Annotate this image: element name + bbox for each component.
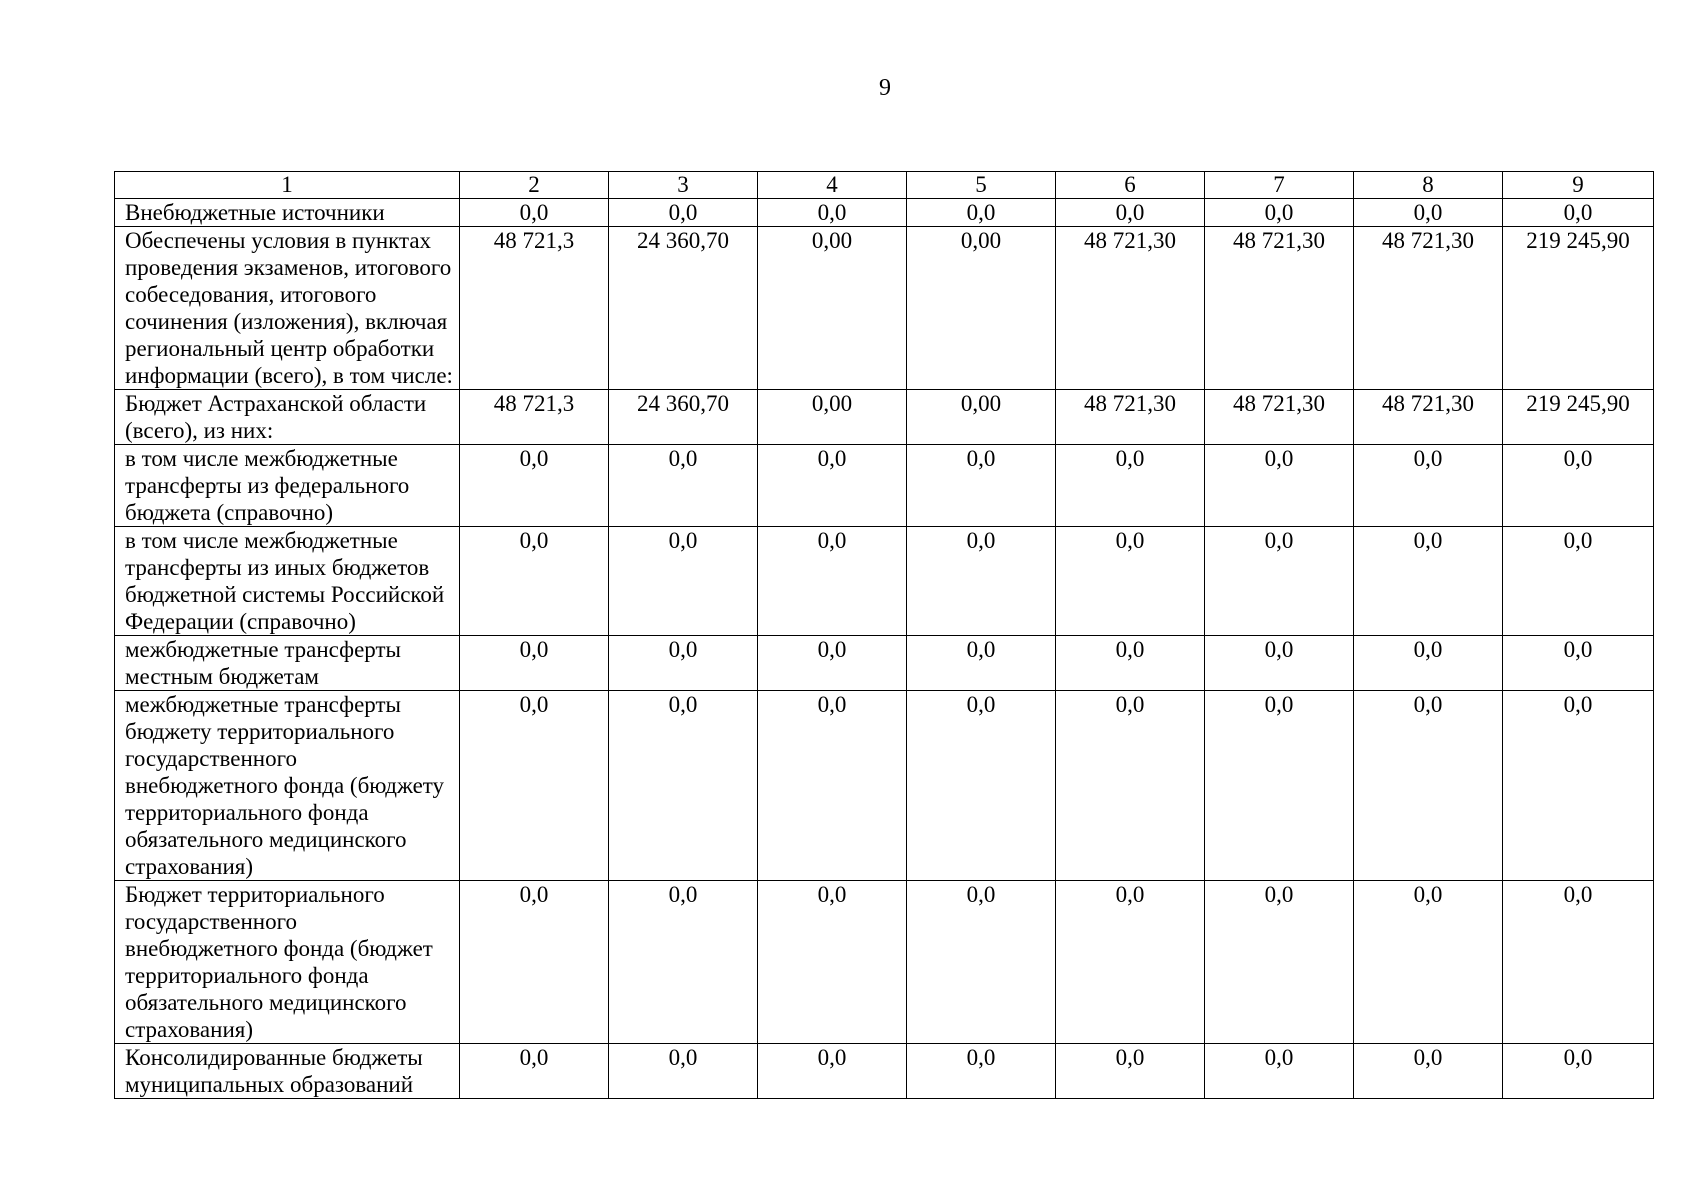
value-cell: 0,00 [907,227,1056,390]
value-cell: 0,0 [609,527,758,636]
row-label: Консолидированные бюджеты муниципальных образований [115,1044,460,1099]
value-cell: 0,0 [1503,881,1654,1044]
value-cell: 48 721,30 [1354,390,1503,445]
value-cell: 0,0 [460,691,609,881]
value-cell: 0,0 [1503,445,1654,527]
table-row [115,1044,1654,1099]
value-cell: 0,0 [907,636,1056,691]
value-cell: 0,0 [907,199,1056,227]
row-label: в том числе межбюджетные трансферты из федерального бюджета (справочно) [115,445,460,527]
value-cell: 24 360,70 [609,227,758,390]
value-cell: 0,0 [907,1044,1056,1099]
value-cell: 0,0 [609,636,758,691]
value-cell: 0,0 [1354,691,1503,881]
value-cell: 0,0 [758,691,907,881]
value-cell: 0,0 [1354,527,1503,636]
value-cell: 0,0 [609,881,758,1044]
budget-table [114,171,1654,1099]
row-label: межбюджетные трансферты местным бюджетам [115,636,460,691]
column-number: 6 [1056,172,1205,199]
value-cell: 0,0 [460,445,609,527]
value-cell: 48 721,3 [460,227,609,390]
value-cell: 0,0 [609,199,758,227]
table-row [115,199,1654,227]
column-number: 8 [1354,172,1503,199]
value-cell: 0,0 [1354,445,1503,527]
value-cell: 0,00 [758,390,907,445]
value-cell: 0,00 [907,390,1056,445]
page-number: 9 [879,75,891,101]
table-row [115,527,1654,636]
column-number-row [115,172,1654,199]
value-cell: 0,0 [907,881,1056,1044]
row-label: Бюджет Астраханской области (всего), из них: [115,390,460,445]
column-number: 9 [1503,172,1654,199]
value-cell: 0,0 [758,636,907,691]
table-row [115,636,1654,691]
value-cell: 0,0 [907,445,1056,527]
value-cell: 0,0 [1056,636,1205,691]
value-cell: 0,0 [460,199,609,227]
value-cell: 0,0 [1503,527,1654,636]
value-cell: 0,0 [758,527,907,636]
column-number: 2 [460,172,609,199]
value-cell: 0,0 [609,1044,758,1099]
value-cell: 0,0 [1354,1044,1503,1099]
value-cell: 48 721,30 [1056,227,1205,390]
column-number: 7 [1205,172,1354,199]
table-row [115,881,1654,1044]
value-cell: 0,0 [1205,881,1354,1044]
value-cell: 0,0 [907,527,1056,636]
column-number: 3 [609,172,758,199]
value-cell: 48 721,30 [1354,227,1503,390]
value-cell: 0,0 [1056,445,1205,527]
value-cell: 24 360,70 [609,390,758,445]
row-label: Обеспечены условия в пунктах проведения экзаменов, итогового собеседования, итогового сочинения (изложения), включая региональный центр обработки информации (всего), в том числе: [115,227,460,390]
row-label: Бюджет территориального государственного внебюджетного фонда (бюджет территориального фонда обязательного медицинского страхования) [115,881,460,1044]
value-cell: 0,0 [460,636,609,691]
value-cell: 219 245,90 [1503,390,1654,445]
row-label: Внебюджетные источники [115,199,460,227]
value-cell: 0,0 [1056,881,1205,1044]
value-cell: 0,0 [1503,691,1654,881]
row-label: в том числе межбюджетные трансферты из иных бюджетов бюджетной системы Российской Федерации (справочно) [115,527,460,636]
value-cell: 48 721,30 [1205,227,1354,390]
table-row [115,390,1654,445]
column-number: 5 [907,172,1056,199]
value-cell: 0,0 [609,691,758,881]
table-body [115,172,1654,1099]
value-cell: 0,0 [1056,691,1205,881]
value-cell: 0,0 [1354,199,1503,227]
value-cell: 0,0 [1205,527,1354,636]
value-cell: 0,0 [460,881,609,1044]
value-cell: 0,0 [1056,199,1205,227]
value-cell: 0,0 [1205,1044,1354,1099]
value-cell: 0,0 [609,445,758,527]
value-cell: 0,00 [758,227,907,390]
value-cell: 0,0 [1354,636,1503,691]
value-cell: 48 721,3 [460,390,609,445]
value-cell: 0,0 [460,1044,609,1099]
value-cell: 0,0 [758,1044,907,1099]
value-cell: 48 721,30 [1056,390,1205,445]
value-cell: 219 245,90 [1503,227,1654,390]
value-cell: 0,0 [1205,691,1354,881]
value-cell: 0,0 [1503,1044,1654,1099]
value-cell: 0,0 [1503,636,1654,691]
value-cell: 0,0 [758,199,907,227]
value-cell: 48 721,30 [1205,390,1354,445]
value-cell: 0,0 [907,691,1056,881]
value-cell: 0,0 [1354,881,1503,1044]
row-label: межбюджетные трансферты бюджету территориального государственного внебюджетного фонда (бюджету территориального фонда обязательного медицинского страхования) [115,691,460,881]
table-row [115,691,1654,881]
value-cell: 0,0 [1056,527,1205,636]
value-cell: 0,0 [1503,199,1654,227]
column-number: 4 [758,172,907,199]
value-cell: 0,0 [758,445,907,527]
value-cell: 0,0 [1056,1044,1205,1099]
column-number: 1 [115,172,460,199]
table-row [115,227,1654,390]
value-cell: 0,0 [1205,636,1354,691]
value-cell: 0,0 [460,527,609,636]
value-cell: 0,0 [758,881,907,1044]
value-cell: 0,0 [1205,199,1354,227]
table-row [115,445,1654,527]
value-cell: 0,0 [1205,445,1354,527]
